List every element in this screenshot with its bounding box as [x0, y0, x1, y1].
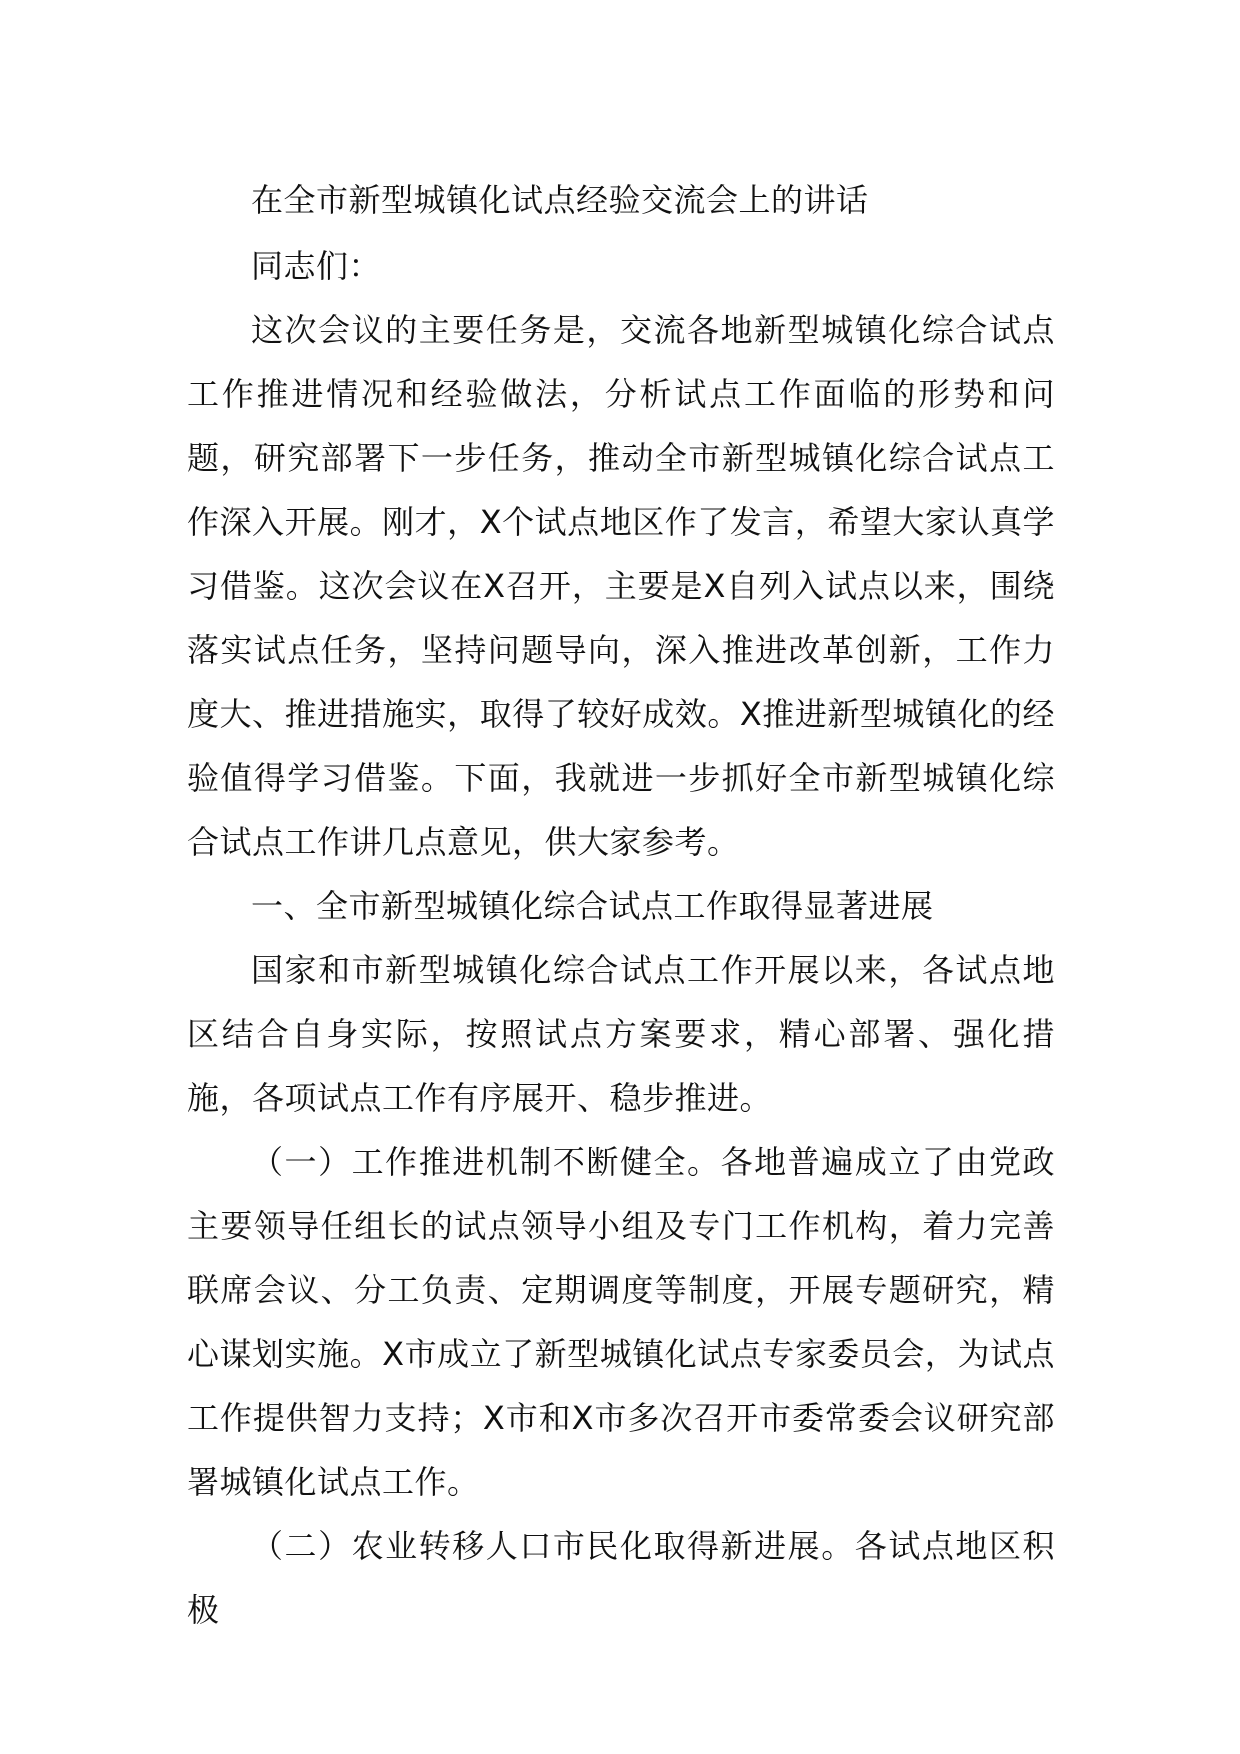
document-title: 在全市新型城镇化试点经验交流会上的讲话	[251, 181, 869, 219]
section-heading-1: 一、全市新型城镇化综合试点工作取得显著进展	[251, 887, 934, 925]
paragraph-subsection-2: （二）农业转移人口市民化取得新进展。各试点地区积极	[187, 1527, 1055, 1629]
paragraph-subsection-1: （一）工作推进机制不断健全。各地普遍成立了由党政主要领导任组长的试点领导小组及专门工作机构，着力完善联席会议、分工负责、定期调度等制度，开展专题研究，精心谋划实施。X市成立了新型城镇化试点专家委员会，为试点工作提供智力支持；X市和X市多次召开市委常委会议研究部署城镇化试点工作。	[187, 1143, 1055, 1501]
document-page	[187, 168, 1055, 1642]
salutation: 同志们：	[251, 247, 382, 285]
paragraph-section-1-intro: 国家和市新型城镇化综合试点工作开展以来，各试点地区结合自身实际，按照试点方案要求，精心部署、强化措施，各项试点工作有序展开、稳步推进。	[187, 951, 1055, 1117]
paragraph-intro: 这次会议的主要任务是，交流各地新型城镇化综合试点工作推进情况和经验做法，分析试点工作面临的形势和问题，研究部署下一步任务，推动全市新型城镇化综合试点工作深入开展。刚才，X个试点地区作了发言，希望大家认真学习借鉴。这次会议在X召开，主要是X自列入试点以来，围绕落实试点任务，坚持问题导向，深入推进改革创新，工作力度大、推进措施实，取得了较好成效。X推进新型城镇化的经验值得学习借鉴。下面，我就进一步抓好全市新型城镇化综合试点工作讲几点意见，供大家参考。	[187, 311, 1055, 861]
